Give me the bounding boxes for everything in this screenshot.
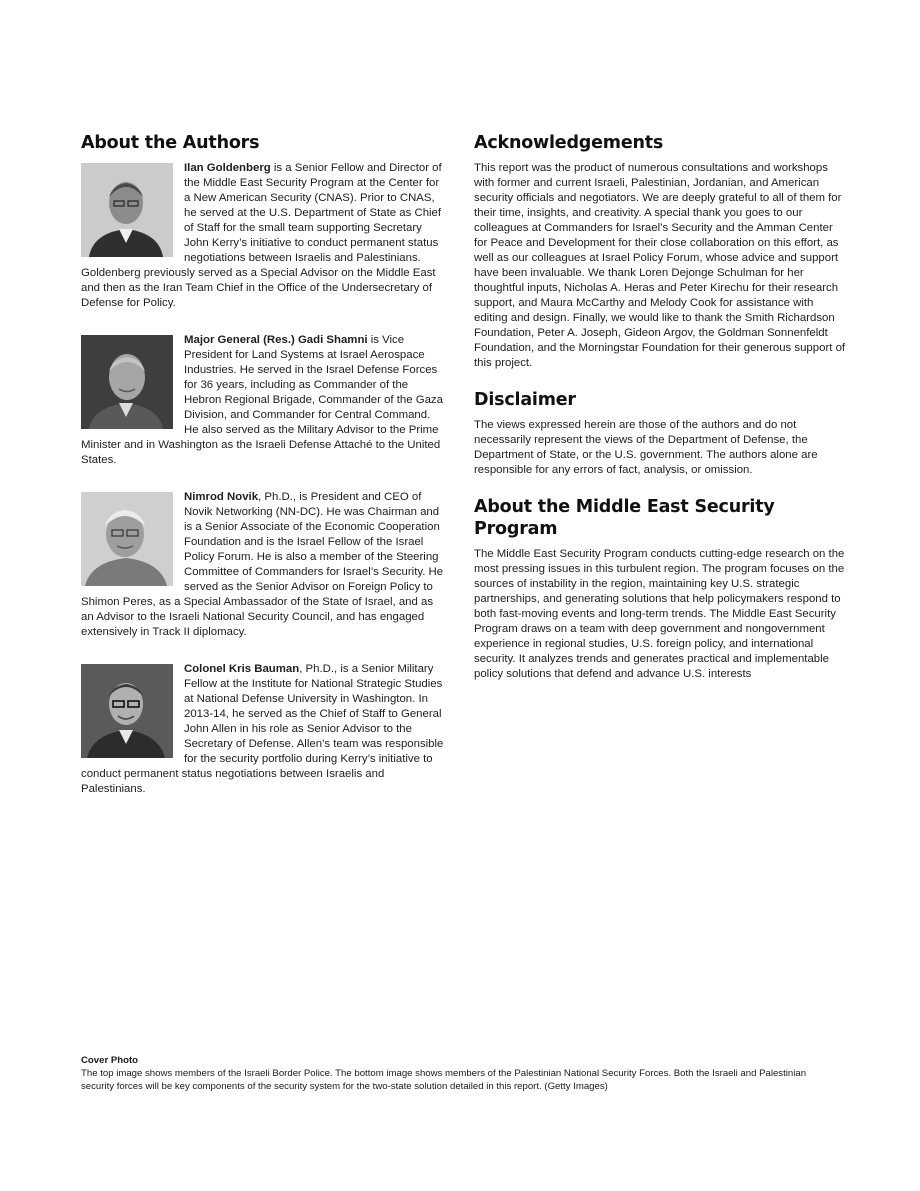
author-bio-text: Colonel Kris Bauman, Ph.D., is a Senior Military Fellow at the Institute for National Strategic Studies at National Defense University in Washington. In 2013-14, he served as the Chief of Staff to General John Allen in his role as Senior Advisor to the Secretary of Defense. Allen’s team was responsible for the security portfolio during Kerry’s initiative to conduct permanent status negotiations between Israelis and Palestinians. [81, 663, 444, 795]
author-bio-text: Nimrod Novik, Ph.D., is President and CEO of Novik Networking (NN-DC). He was Chairman and is a Senior Associate of the Economic Cooperation Foundation and is the Israel Fellow of the Israel Policy Forum. He is also a member of the Steering Committee of Commanders for Israel’s Security. He served as the Senior Advisor on Foreign Policy to Shimon Peres, as a Special Ambassador of the State of Israel, and as an Advisor to the Israeli National Security Council, and has engaged extensively in Track II diplomacy. [81, 491, 444, 638]
author-photo [81, 335, 173, 429]
right-column [474, 132, 846, 700]
acknowledgements-section [474, 132, 846, 371]
author-bio [81, 490, 447, 640]
author-name: Nimrod Novik [184, 491, 259, 503]
mesp-body: The Middle East Security Program conducts cutting-edge research on the most pressing issues in this turbulent region. The program focuses on the sources of instability in the region, maintaining key U.S. strategic partnerships, and generating solutions that help policymakers respond to both fast-moving events and long-term trends. The Middle East Security Program draws on a team with deep government and nongovernment experience in regional studies, U.S. foreign policy, and international security. It analyzes trends and generates practical and implementable policy solutions that defend and advance U.S. interests [474, 548, 845, 680]
cover-photo-caption: The top image shows members of the Israeli Border Police. The bottom image shows members of the Palestinian National Security Forces. Both the Israeli and Palestinian security forces will be key components of the security system for the two-state solution detailed in this report. (Getty Images) [81, 1068, 807, 1092]
about-authors-section [81, 132, 447, 819]
author-bio [81, 161, 447, 311]
author-name: Colonel Kris Bauman [184, 663, 300, 675]
cover-photo-note [81, 1054, 841, 1093]
author-photo [81, 664, 173, 758]
author-name: Major General (Res.) Gadi Shamni [184, 334, 368, 346]
cover-photo-title: Cover Photo [81, 1055, 139, 1066]
about-authors-heading: About the Authors [81, 133, 260, 153]
author-bio [81, 662, 447, 797]
disclaimer-section [474, 389, 846, 478]
disclaimer-heading: Disclaimer [474, 390, 576, 410]
author-bio [81, 333, 447, 468]
author-photo [81, 492, 173, 586]
author-bio-text: Ilan Goldenberg is a Senior Fellow and Director of the Middle East Security Program at the Center for a New American Security (CNAS). Prior to CNAS, he served at the U.S. Department of State as Chief of Staff for the small team supporting Secretary John Kerry’s initiative to conduct permanent status negotiations between Israelis and Palestinians. Goldenberg previously served as a Special Advisor on the Middle East and then as the Iran Team Chief in the Office of the Undersecretary of Defense for Policy. [81, 162, 442, 309]
mesp-heading: About the Middle East Security Program [474, 497, 775, 539]
acknowledgements-body: This report was the product of numerous consultations and workshops with former and current Israeli, Palestinian, Jordanian, and American security officials and negotiators. We are deeply grateful to all of them for their time, insights, and creativity. A special thank you goes to our colleagues at Commanders for Israel’s Security and the Amman Center for Peace and Development for their close collaboration on this effort, as well as our colleagues at Israel Policy Forum, whose advice and support have been invaluable. We thank Loren Dejonge Schulman for her thoughtful inputs, Nicholas A. Heras and Peter Kirechu for their research support, and Maura McCarthy and Melody Cook for assistance with editing and design. Finally, we would like to thank the Smith Richardson Foundation, Peter A. Joseph, Gideon Argov, the Goldman Sonnenfeldt Foundation, and the Morningstar Foundation for their generous support of this project. [474, 162, 846, 369]
author-bio-text: Major General (Res.) Gadi Shamni is Vice President for Land Systems at Israel Aerospace Industries. He served in the Israel Defense Forces for 36 years, including as Commander of the Hebron Regional Brigade, Commander of the Gaza Division, and Commander for Central Command. He also served as the Military Advisor to the Prime Minister and in Washington as the Israeli Defense Attaché to the United States. [81, 334, 443, 466]
author-name: Ilan Goldenberg [184, 162, 271, 174]
disclaimer-body: The views expressed herein are those of the authors and do not necessarily represent the views of the Department of Defense, the Department of State, or the U.S. government. The authors alone are responsible for any errors of fact, analysis, or omission. [474, 419, 818, 476]
author-photo [81, 163, 173, 257]
mesp-section [474, 496, 846, 682]
acknowledgements-heading: Acknowledgements [474, 133, 664, 153]
